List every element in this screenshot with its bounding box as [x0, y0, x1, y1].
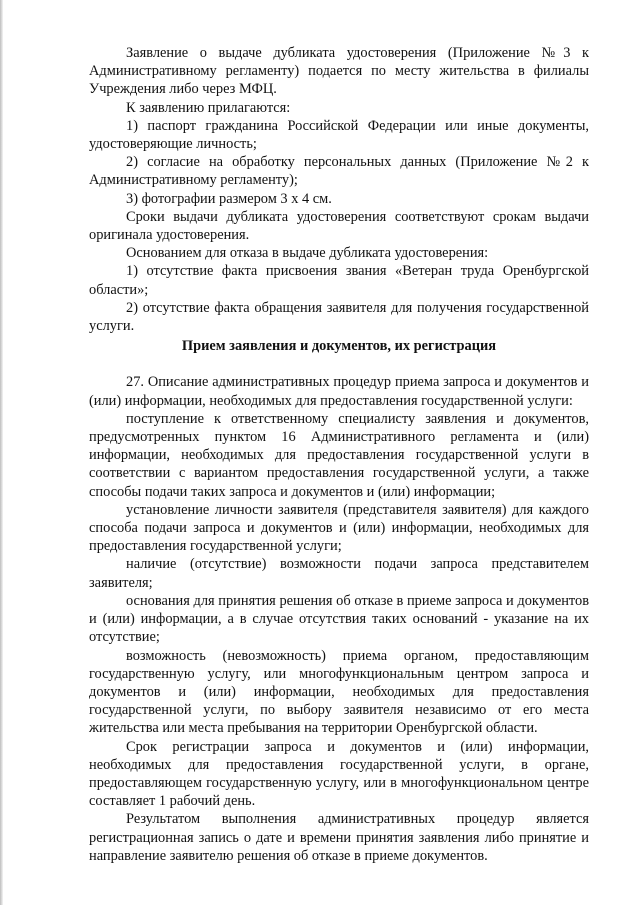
list-item: 1) паспорт гражданина Российской Федерации или иные документы, удостоверяющие личность; [89, 117, 589, 153]
paragraph: поступление к ответственному специалисту заявления и документов, предусмотренных пунктом 16 Административного регламента и (или) информации, необходимых для предоставления государственной услуги в соответствии с вариантом предоставления государственной услуги, а также способы подачи таких запроса и документов и (или) информации; [89, 410, 589, 500]
paragraph: Основанием для отказа в выдаче дубликата удостоверения: [126, 245, 489, 262]
paragraph: основания для принятия решения об отказе в приеме запроса и документов и (или) информации, а в случае отсутствия таких оснований - указание на их отсутствие; [89, 592, 589, 646]
paragraph: Срок регистрации запроса и документов и (или) информации, необходимых для предоставления государственной услуги, в органе, предоставляющем государственную услугу, или в многофункциональном центре составляет 1 рабочий день. [89, 738, 589, 810]
paragraph: Заявление о выдаче дубликата удостоверения (Приложение №3 к Административному регламенту) подается по месту жительства в филиалы Учреждения либо через МФЦ. [89, 45, 589, 98]
list-item: 1) отсутствие факта присвоения звания «Ветеран труда Оренбургской области»; [89, 263, 589, 298]
scan-edge [0, 0, 3, 905]
paragraph: установление личности заявителя (представителя заявителя) для каждого способа подачи запроса и документов и (или) информации, необходимых для предоставления государственной услуги; [89, 501, 589, 555]
section-heading: Прием заявления и документов, их регистрация [181, 338, 497, 355]
list-item: 2) согласие на обработку персональных данных (Приложение №2 к Административному регламенту); [89, 154, 589, 189]
paragraph: Результатом выполнения административных процедур является регистрационная запись о дате и времени принятия заявления либо принятие и направление заявителю решения об отказе в приеме документов. [89, 811, 589, 864]
paragraph: Сроки выдачи дубликата удостоверения соответствуют срокам выдачи оригинала удостоверения. [89, 208, 589, 244]
paragraph: возможность (невозможность) приема органом, предоставляющим государственную услугу, или многофункциональным центром запроса и документов и (или) информации, необходимых для предоставления государственной услуги, по выбору заявителя независимо от его места жительства или места пребывания на территории Оренбургской области. [89, 647, 589, 737]
paragraph: наличие (отсутствие) возможности подачи запроса представителем заявителя; [89, 556, 589, 591]
paragraph: К заявлению прилагаются: [126, 99, 291, 116]
list-item: 3) фотографии размером 3 х 4 см. [126, 190, 332, 207]
paragraph: 27. Описание административных процедур приема запроса и документов и (или) информации, необходимых для предоставления государственной услуги: [89, 374, 589, 409]
document-page [89, 44, 589, 865]
list-item: 2) отсутствие факта обращения заявителя для получения государственной услуги. [89, 299, 589, 335]
